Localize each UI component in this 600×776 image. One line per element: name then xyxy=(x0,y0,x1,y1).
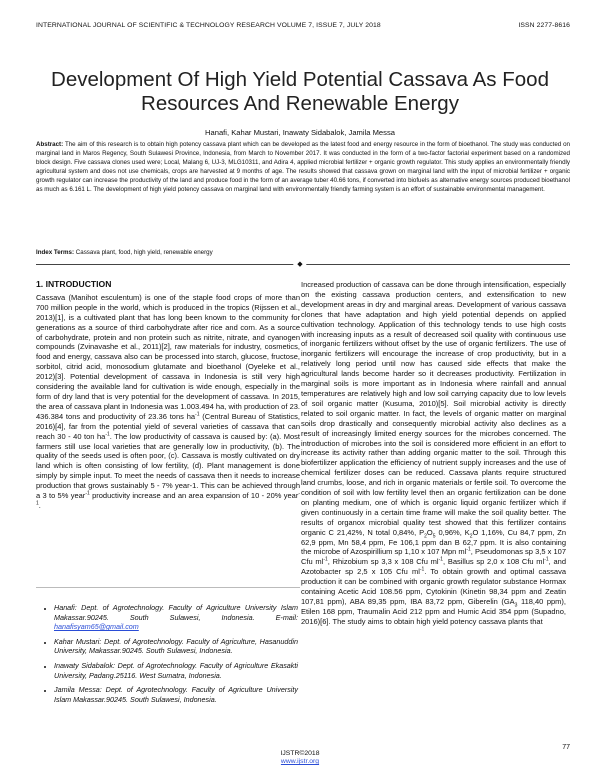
journal-name: INTERNATIONAL JOURNAL OF SCIENTIFIC & TECHNOLOGY RESEARCH VOLUME 7, ISSUE 7, JULY 2018 xyxy=(36,22,381,29)
paper-title: Development Of High Yield Potential Cassava As Food Resources And Renewable Energy xyxy=(51,68,549,115)
footnote-divider xyxy=(36,587,300,588)
abstract-label: Abstract: xyxy=(36,141,64,148)
copyright: IJSTR©2018 xyxy=(280,750,320,757)
abstract-text: The aim of this research is to obtain high potency cassava plant which can be developed as the latest food and energy resource in the form of bioethanol. The study was conducted on marginal land in Maros Regency, South Sulawesi Province, Indonesia, from March to November 2017. It was conducted in the form of a two-factor factorial experiment based on a randomized block design. Five cassava clones used were; Local, Malang 6, UJ-3, MLG10311, and Adira 4, applied microbial fertilizer + organic growth regulator. This study applies an environmentally friendly agricultural system and does not use chemicals, crops are harvested at 9 months of age. The results showed that cassava grown on marginal land with the input of microbial fertilizer + organic growth regulator can increase the productivity of the land and produce food in the form of an average tuber 40.66 tons, if converted into biofuels as alternative energy sources produced bioethanol as much as 6.161 L. The development of high yield potency cassava on marginal land with environmentally friendly farming system is an effort of sustainable environmental management. xyxy=(36,141,570,193)
author-list: Hanafi, Kahar Mustari, Inawaty Sidabalok, Jamila Messa xyxy=(205,128,395,137)
page-footer xyxy=(0,750,600,766)
index-terms-text: Cassava plant, food, high yield, renewable energy xyxy=(75,249,213,256)
right-column xyxy=(301,280,566,627)
journal-header xyxy=(36,22,570,29)
section-heading-introduction: 1. INTRODUCTION xyxy=(36,279,112,289)
index-terms-label: Index Terms: xyxy=(36,249,75,256)
issn: ISSN 2277-8616 xyxy=(518,22,570,29)
intro-paragraph: Cassava (Manihot esculentum) is one of the staple food crops of more than 700 million people in the world, which is produced in the tropics (Rijssen et al., 2013)[1], is a cultivated plant that has long been known to the community for generations as a source of third carbohydrate after rice and corn. As a source of carbohydrate, protein and non protein such as nitrite, nitrate, and cyanogen compounds (Zvinavashe et al., 2011)[2], raw materials for industry, cosmetics, food and energy, cassava also can be processed into starch, glucose, fructose, sorbitol, citrid acid, monosodium glutamate and bioethanol (Oyeleke et al., 2012)[3]. Potential development of cassava in Indonesia is still very high considering the available land for cultivation is wide enough, especially in the form of dry land that is very potential for the development of cassava. In 2015, the area of cassava plant in Indonesia was 1.003.494 ha, with production of 23. 436.384 tons and productivity of 23.36 tons $ha^{-1}$ (Central Bureau of Statistics, 2016)[4], far from the potential yield of several varieties of cassava that can reach 30 - 40 ton $ha^{-1}$. The low productivity of cassava is caused by: (a). Most farmers still use local varieties that are generally low in productivity, (b). The quality of the seeds used is often poor, (c). Cassava is mostly cultivated on dry land which is often consisting of low fertility, (d). Plant management is done simply by simple input. To meet the needs of cassava then it needs to increase production that grows sustainably 5 - 7% year-1. This can be achieved through a 3 to 5% year$^{-1}$ productivity increase and an area expansion of 10 - 20% year$^{-1}$. xyxy=(36,292,300,510)
author-email-link[interactable]: hanafisyam65@gmail.com xyxy=(54,622,139,632)
divider-diamond-icon: ◆ xyxy=(293,260,306,268)
body-paragraph: Increased production of cassava can be done through intensification, especially on the existing cassava production centers, and extensification to new development areas in dry and marginal areas. Development of various cassava clones that have adaptation and high yield potential depends on applied cultivation technology. Application of this technology tends to use high costs with increasing inputs as a result of decreased soil quality with continuous use of inorganic fertilizers without offset by the use of organic fertilizers. The use of inorganic fertilizers will encourage the increase of crop productivity, but in a relatively long period until now has caused side effects that make the agricultural lands become harder so it decreases productivity. Fertilization in marginal soils is more important as in Indonesia where rainfall and annual temperatures are relatively high and low soil carrying capacity due to low levels of soil organic matter (Kusuma, 2010)[5]. Soil microbial activity is directly related to soil organic matter. In fact, the levels of organic matter on marginal soils drop drastically and consequently microbial activity also declines as a result of increasingly limited energy sources for the microbes concerned. The introduction of microbes into the soil is considered more efficient in an effort to increase its activity rather than adding organic matter to the soil. Through this biofertilizer application the efficiency of nutrient supply increases and the use of chemical fertilizer doses can be reduced. Cassava plants require structured land crumbs, loose, and rich in organic materials or fertile soil. To overcome the condition of soil with low fertility level then an organic fertilization can be done on planting medium, one of which is organic liquid organic fertilizer which if given continuously in a certain time frame will make the soil quality better. The results of organox microbial quality test showed that this fertilizer contains organic C 21,42%, N total 0,84%, $P_2O_5$ 0,96%, $K_2O$ 1,16%, Cu 84,7 ppm, Zn 62,9 ppm, Mn 58,4 ppm, Fe 106,1 ppm dan B 62,7 ppm. It is also containing the microbe of Azospirillium sp 1,10 x 107 Mpn $ml^{-1}$, Pseudomonas sp 3,5 x 107 Cfu $ml^{-1}$, Rhizobium sp 3,3 x 108 Cfu $ml^{-1}$, Basillus sp 2,0 x 108 Cfu $ml^{-1}$, and Azotobacter sp 2,5 x 105 Cfu $ml^{-1}$. To obtain growth and optimal cassava production it can be combined with organic growth regulator substance Hormax containing Acetic Acid 108.56 ppm, Cytokinin (Kinetin 98,34 ppm and Zeatin 107,81 ppm), ABA 89,35 ppm, IBA 83,72 ppm, Giberelin ($GA_3$ 118,40 ppm), Etilen 168 ppm, Traumalin Acid 212 ppm and Humic Acid 354 ppm (Supadno, 2016)[6]. The study aims to obtain high yield potency cassava plants that xyxy=(301,280,567,626)
footnote-item: • Hanafi: Dept. of Agrotechnology. Faculty of Agriculture University Islam Makassar.90245. South Sulawesi, Indonesia. E-mail: hanafisyam65@gmail.com xyxy=(54,603,298,632)
left-column xyxy=(36,280,300,511)
page-number: 77 xyxy=(562,744,570,751)
abstract xyxy=(36,141,570,194)
footnote-item: • Kahar Mustari: Dept. of Agrotechnology. Faculty of Agriculture, Hasanuddin University, Makassar.90245. South Sulawesi, Indonesia. xyxy=(54,637,298,656)
index-terms xyxy=(36,249,570,256)
footnote-item: • Inawaty Sidabalok: Dept. of Agrotechnology. Faculty of Agriculture Ekasakti University, Padang.25116. West Sumatra, Indonesia. xyxy=(54,661,298,680)
footnote-item: • Jamila Messa: Dept. of Agrotechnology. Faculty of Agriculture University Islam Makassar.90245. South Sulawesi, Indonesia. xyxy=(54,685,298,704)
author-affiliations xyxy=(40,603,298,709)
journal-url-link[interactable]: www.ijstr.org xyxy=(280,758,320,765)
